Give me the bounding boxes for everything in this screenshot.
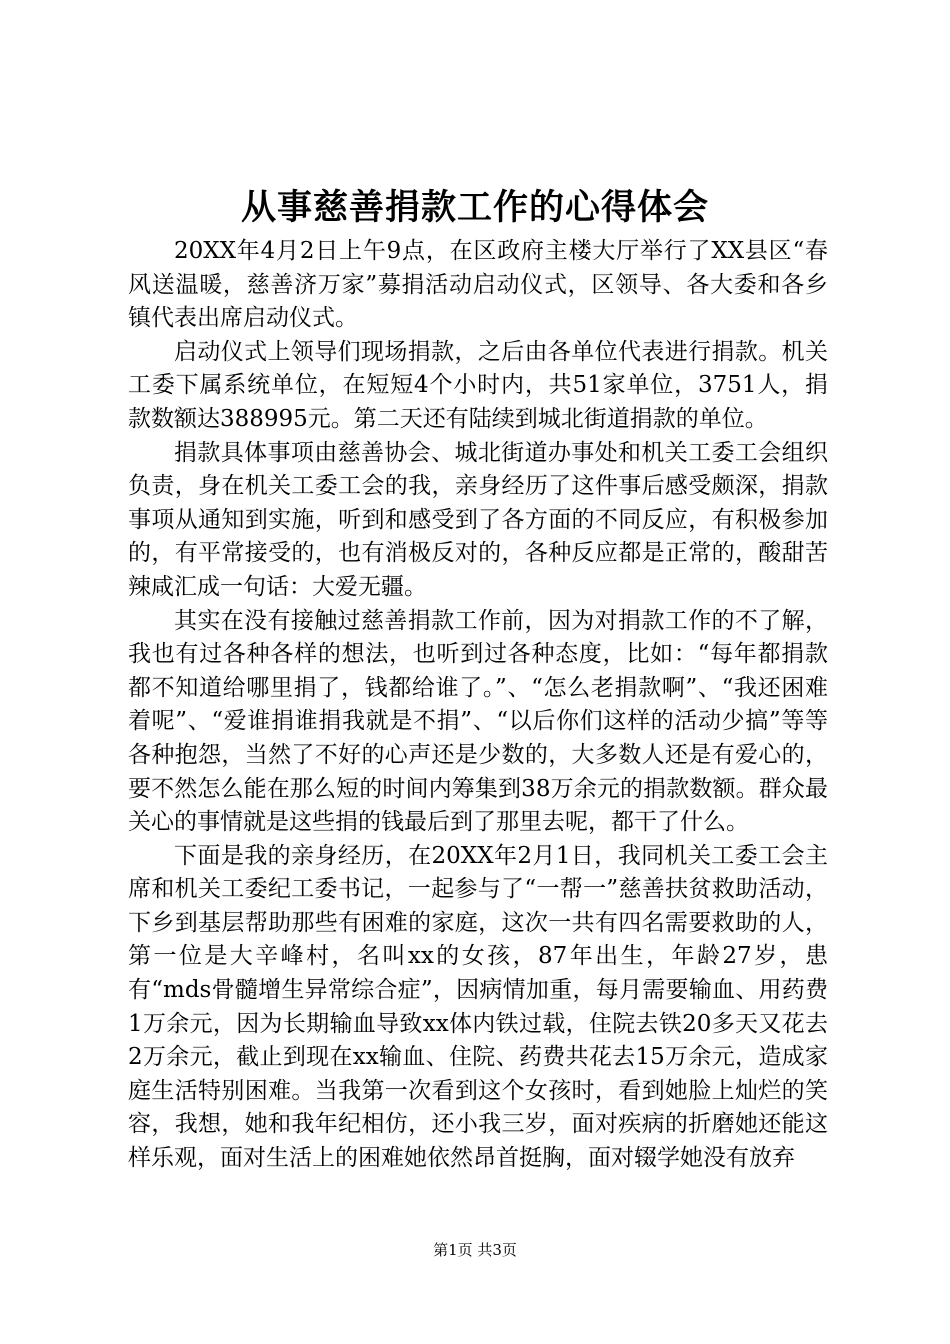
document-body: [128, 235, 828, 1176]
paragraph: 下面是我的亲身经历，在20XX年2月1日，我同机关工委工会主席和机关工委纪工委书记，一起参与了“一帮一”慈善扶贫救助活动，下乡到基层帮助那些有困难的家庭，这次一共有四名需要救助的人，第一位是大辛峰村，名叫xx的女孩，87年出生，年龄27岁，患有“mds骨髓增生异常综合症”，因病情加重，每月需要输血、用药费1万余元，因为长期输血导致xx体内铁过载，住院去铁20多天又花去2万余元，截止到现在xx输血、住院、药费共花去15万余元，造成家庭生活特别困难。当我第一次看到这个女孩时，看到她脸上灿烂的笑容，我想，她和我年纪相仿，还小我三岁，面对疾病的折磨她还能这样乐观，面对生活上的困难她依然昂首挺胸，面对辍学她没有放弃: [128, 842, 828, 1172]
paragraph: 启动仪式上领导们现场捐款，之后由各单位代表进行捐款。机关工委下属系统单位，在短短4个小时内，共51家单位，3751人，捐款数额达388995元。第二天还有陆续到城北街道捐款的单位。: [128, 338, 828, 432]
document-title: 从事慈善捐款工作的心得体会: [240, 187, 709, 228]
page-footer: 第1页 共3页: [433, 1241, 517, 1259]
paragraph: 其实在没有接触过慈善捐款工作前，因为对捐款工作的不了解，我也有过各种各样的想法，也听到过各种态度，比如：“每年都捐款都不知道给哪里捐了，钱都给谁了。”、“怎么老捐款啊”、“我还困难着呢”、“爱谁捐谁捐我就是不捐”、“以后你们这样的活动少搞”等等各种抱怨，当然了不好的心声还是少数的，大多数人还是有爱心的，要不然怎么能在那么短的时间内筹集到38万余元的捐款数额。群众最关心的事情就是这些捐的钱最后到了那里去呢，都干了什么。: [128, 607, 828, 836]
paragraph: 20XX年4月2日上午9点，在区政府主楼大厅举行了XX县区“春风送温暖，慈善济万家”募捐活动启动仪式，区领导、各大委和各乡镇代表出席启动仪式。: [128, 238, 828, 332]
paragraph: 捐款具体事项由慈善协会、城北街道办事处和机关工委工会组织负责，身在机关工委工会的我，亲身经历了这件事后感受颇深，捐款事项从通知到实施，听到和感受到了各方面的不同反应，有积极参加的，有平常接受的，也有消极反对的，各种反应都是正常的，酸甜苦辣咸汇成一句话：大爱无疆。: [128, 439, 828, 600]
